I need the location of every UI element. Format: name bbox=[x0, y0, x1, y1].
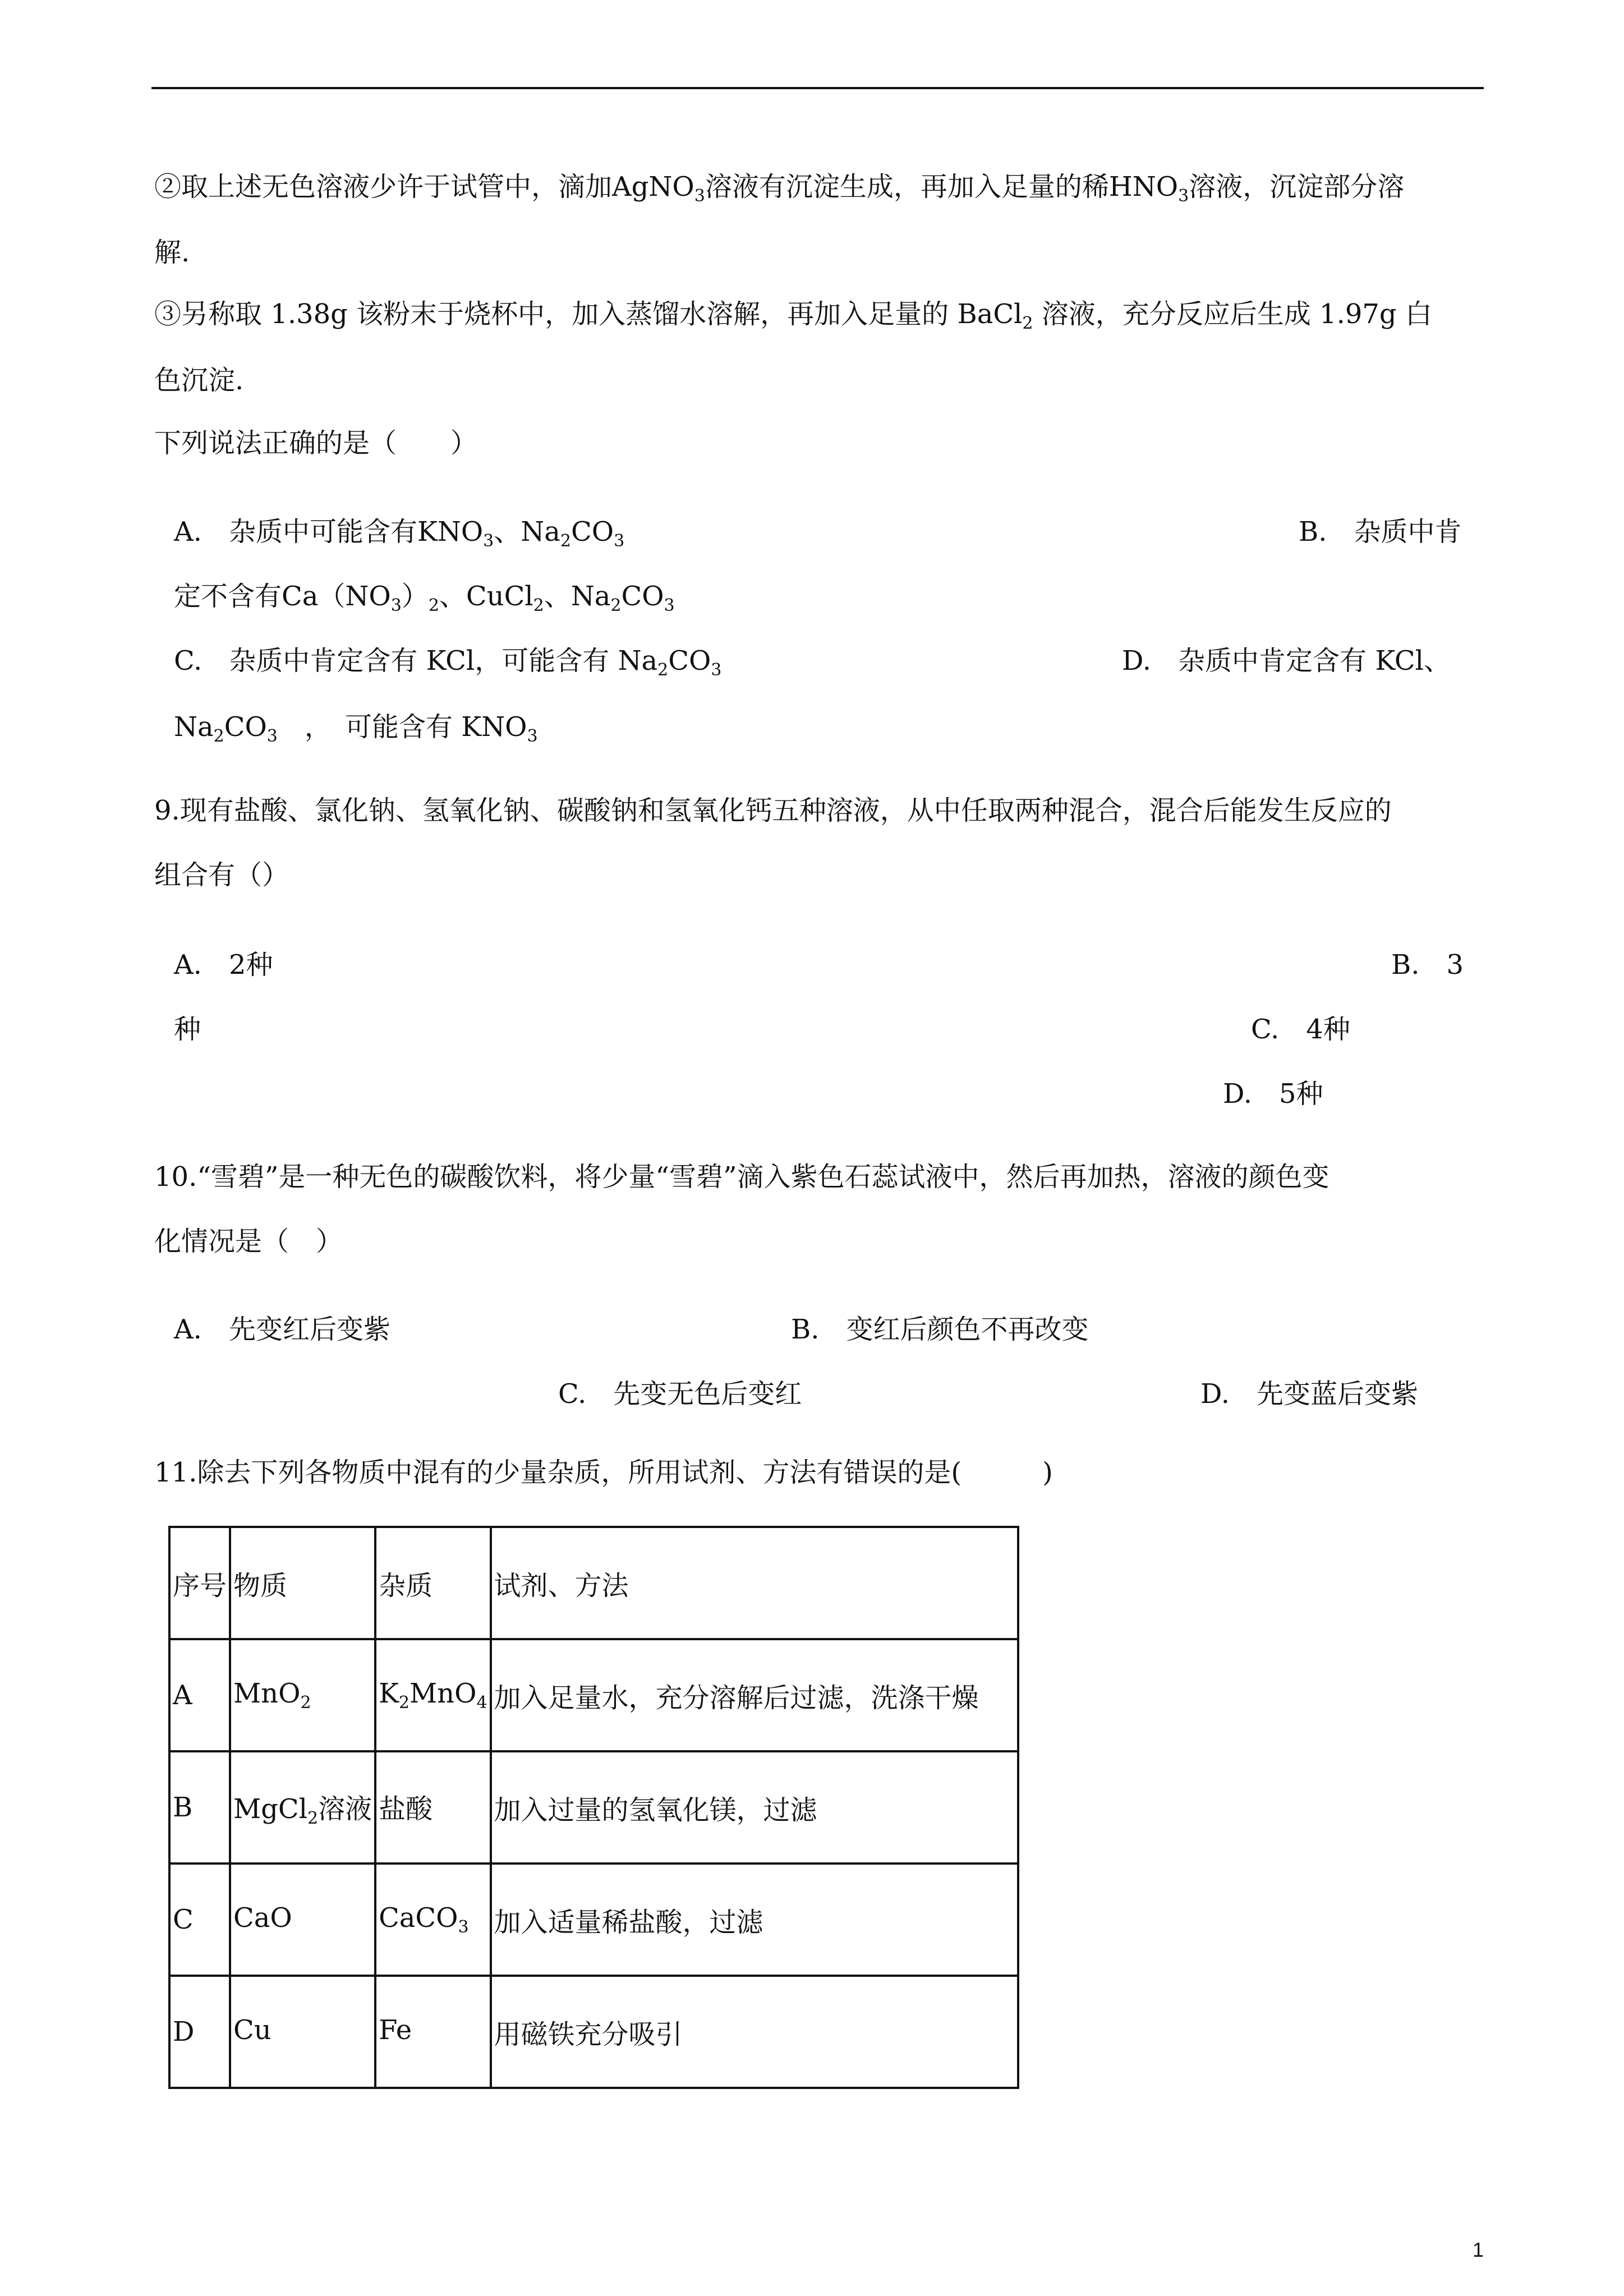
page-number: 1 bbox=[1472, 2238, 1484, 2261]
table-cell-method: 用磁铁充分吸引 bbox=[491, 1976, 1018, 2088]
text: CaCO bbox=[379, 1902, 458, 1934]
text: ②取上述无色溶液少许于试管中，滴加 bbox=[154, 171, 613, 203]
subscript: 2 bbox=[300, 1693, 311, 1713]
table-cell-substance bbox=[230, 1639, 375, 1751]
q8-option-c bbox=[174, 644, 721, 687]
text: 杂质中肯定含有 bbox=[229, 645, 418, 677]
option-label: D. bbox=[1122, 645, 1152, 677]
text: 杂质中可能含有 bbox=[228, 516, 417, 547]
text: 1.38g bbox=[270, 298, 348, 330]
text: BaCl bbox=[957, 298, 1023, 330]
table-cell-method: 加入足量水，充分溶解后过滤，洗涤干燥 bbox=[491, 1639, 1018, 1751]
q11-stem: 11.除去下列各物质中混有的少量杂质，所用试剂、方法有错误的是( ) bbox=[154, 1457, 1053, 1488]
table-cell-id: B bbox=[169, 1751, 230, 1864]
option-label: B. bbox=[791, 1314, 820, 1345]
table-cell-method: 加入适量稀盐酸，过滤 bbox=[491, 1864, 1018, 1976]
text: 变红后颜色不再改变 bbox=[846, 1314, 1089, 1345]
table-cell-impurity bbox=[375, 1751, 490, 1864]
table-row bbox=[169, 1639, 1018, 1751]
text: ） bbox=[401, 581, 429, 612]
table-cell-id: A bbox=[169, 1639, 230, 1751]
text: 、CuCl bbox=[439, 581, 533, 612]
q8-step3-line1 bbox=[154, 297, 1432, 341]
text: 白 bbox=[1405, 298, 1432, 330]
text: 定不含有 bbox=[174, 581, 282, 612]
text: KNO bbox=[417, 516, 484, 547]
q8-option-b-line1 bbox=[1299, 515, 1462, 549]
q8-step3-line2: 色沉淀. bbox=[154, 365, 244, 396]
text: 盐酸 bbox=[379, 1793, 433, 1825]
subscript: 2 bbox=[1022, 314, 1033, 333]
subscript: 3 bbox=[614, 531, 625, 551]
text: KCl，可能含有 bbox=[426, 645, 610, 677]
table-cell-id: C bbox=[169, 1864, 230, 1976]
q10-option-a bbox=[174, 1313, 390, 1346]
table-header: 序号 bbox=[169, 1527, 230, 1639]
text: CaO bbox=[233, 1902, 292, 1934]
q10-option-b bbox=[791, 1313, 1089, 1346]
option-label: D. bbox=[1223, 1078, 1253, 1110]
text: 5种 bbox=[1279, 1078, 1323, 1110]
option-label: A. bbox=[174, 949, 202, 981]
table-cell-impurity bbox=[375, 1976, 490, 2088]
text: 溶液 bbox=[318, 1793, 372, 1825]
subscript: 2 bbox=[307, 1808, 319, 1828]
table-cell-id: D bbox=[169, 1976, 230, 2088]
text: Cu bbox=[233, 2014, 272, 2046]
text: KNO bbox=[461, 711, 527, 743]
subscript: 2 bbox=[657, 660, 669, 680]
table-cell-substance bbox=[230, 1976, 375, 2088]
subscript: 3 bbox=[711, 660, 722, 680]
q9-stem-line1: 9.现有盐酸、氯化钠、氢氧化钠、碳酸钠和氢氧化钙五种溶液，从中任取两种混合，混合后能发生反应的 bbox=[154, 795, 1392, 826]
table-header-row bbox=[169, 1527, 1018, 1639]
option-label: D. bbox=[1200, 1378, 1230, 1410]
subscript: 3 bbox=[458, 1917, 469, 1937]
text: 先变无色后变红 bbox=[613, 1378, 802, 1410]
subscript: 2 bbox=[533, 596, 544, 615]
table-cell-impurity bbox=[375, 1864, 490, 1976]
table-header: 杂质 bbox=[375, 1527, 490, 1639]
text: 溶液，沉淀部分溶 bbox=[1189, 171, 1405, 203]
text: CO bbox=[621, 581, 664, 612]
text: MnO bbox=[410, 1678, 477, 1709]
table-cell-impurity bbox=[375, 1639, 490, 1751]
text: 溶液有沉淀生成，再加入足量的稀 bbox=[705, 171, 1109, 203]
q8-option-a bbox=[174, 515, 624, 558]
table-row bbox=[169, 1864, 1018, 1976]
q8-question: 下列说法正确的是（ ） bbox=[154, 427, 478, 459]
text: Ca（NO bbox=[282, 581, 391, 612]
text: 可能含有 bbox=[344, 711, 453, 743]
q11-table bbox=[168, 1526, 1019, 2089]
subscript: 2 bbox=[428, 596, 439, 615]
text: 1.97g bbox=[1319, 298, 1397, 330]
option-label: A. bbox=[174, 516, 202, 547]
subscript: 3 bbox=[266, 726, 278, 746]
text: 该粉末于烧杯中，加入蒸馏水溶解，再加入足量的 bbox=[356, 298, 949, 330]
text: CO bbox=[571, 516, 614, 547]
table-cell-method: 加入过量的氢氧化镁，过滤 bbox=[491, 1751, 1018, 1864]
text: CO bbox=[224, 711, 267, 743]
table-cell-substance bbox=[230, 1864, 375, 1976]
text: 4种 bbox=[1306, 1014, 1350, 1045]
subscript: 3 bbox=[664, 596, 675, 615]
text: 杂质中肯定含有 bbox=[1178, 645, 1367, 677]
q10-option-d bbox=[1200, 1377, 1418, 1411]
option-label: B. bbox=[1299, 516, 1327, 547]
q8-option-d-line1 bbox=[1122, 644, 1451, 678]
text: CO bbox=[668, 645, 711, 677]
q9-option-b-line1 bbox=[1391, 948, 1464, 982]
subscript: 3 bbox=[527, 726, 538, 746]
q8-step2-line2: 解. bbox=[154, 237, 190, 268]
q8-option-d-line2 bbox=[174, 710, 538, 753]
option-label: A. bbox=[174, 1314, 202, 1345]
text: 杂质中肯 bbox=[1354, 516, 1462, 547]
q9-stem-line2: 组合有（） bbox=[154, 859, 289, 891]
subscript: 2 bbox=[560, 531, 571, 551]
text: 溶液，充分反应后生成 bbox=[1041, 298, 1311, 330]
text: MnO bbox=[233, 1678, 301, 1709]
q8-option-b-line2 bbox=[174, 579, 675, 623]
table-cell-substance bbox=[230, 1751, 375, 1864]
q9-option-a bbox=[174, 948, 273, 982]
q9-option-b-line2: 种 bbox=[174, 1014, 201, 1045]
text: K bbox=[379, 1678, 399, 1709]
text: 2种 bbox=[228, 949, 273, 981]
text: Na bbox=[174, 711, 214, 743]
text: KCl、 bbox=[1375, 645, 1451, 677]
text: ③另称取 bbox=[154, 298, 263, 330]
header-rule bbox=[151, 87, 1484, 89]
option-label: C. bbox=[1251, 1014, 1280, 1045]
table-row bbox=[169, 1751, 1018, 1864]
text: 先变蓝后变紫 bbox=[1257, 1378, 1419, 1410]
q9-option-c bbox=[1251, 1013, 1350, 1046]
subscript: 4 bbox=[476, 1693, 487, 1713]
text: 、Na bbox=[544, 581, 611, 612]
text: 先变红后变紫 bbox=[228, 1314, 390, 1345]
q9-option-d bbox=[1223, 1077, 1323, 1111]
q10-stem-line2: 化情况是（ ） bbox=[154, 1226, 343, 1257]
subscript: 3 bbox=[1178, 186, 1189, 206]
text: 3 bbox=[1446, 949, 1464, 981]
table-row bbox=[169, 1976, 1018, 2088]
text: MgCl bbox=[233, 1793, 307, 1825]
subscript: 2 bbox=[213, 726, 224, 746]
text: Na bbox=[618, 645, 658, 677]
subscript: 2 bbox=[398, 1693, 410, 1713]
q10-stem-line1: 10.“雪碧”是一种无色的碳酸饮料，将少量“雪碧”滴入紫色石蕊试液中，然后再加热，溶液的颜色变 bbox=[154, 1161, 1329, 1193]
subscript: 2 bbox=[610, 596, 622, 615]
option-label: C. bbox=[174, 645, 203, 677]
text: Fe bbox=[379, 2014, 412, 2046]
text: HNO bbox=[1108, 171, 1179, 203]
q8-step2-line1 bbox=[154, 170, 1404, 213]
table-header: 试剂、方法 bbox=[491, 1527, 1018, 1639]
table-header: 物质 bbox=[230, 1527, 375, 1639]
subscript: 3 bbox=[694, 186, 705, 206]
text: 、Na bbox=[494, 516, 560, 547]
option-label: C. bbox=[558, 1378, 587, 1410]
text: AgNO bbox=[612, 171, 694, 203]
q10-option-c bbox=[558, 1377, 802, 1411]
option-label: B. bbox=[1391, 949, 1420, 981]
subscript: 3 bbox=[483, 531, 494, 551]
subscript: 3 bbox=[390, 596, 402, 615]
text: ， bbox=[304, 711, 318, 743]
